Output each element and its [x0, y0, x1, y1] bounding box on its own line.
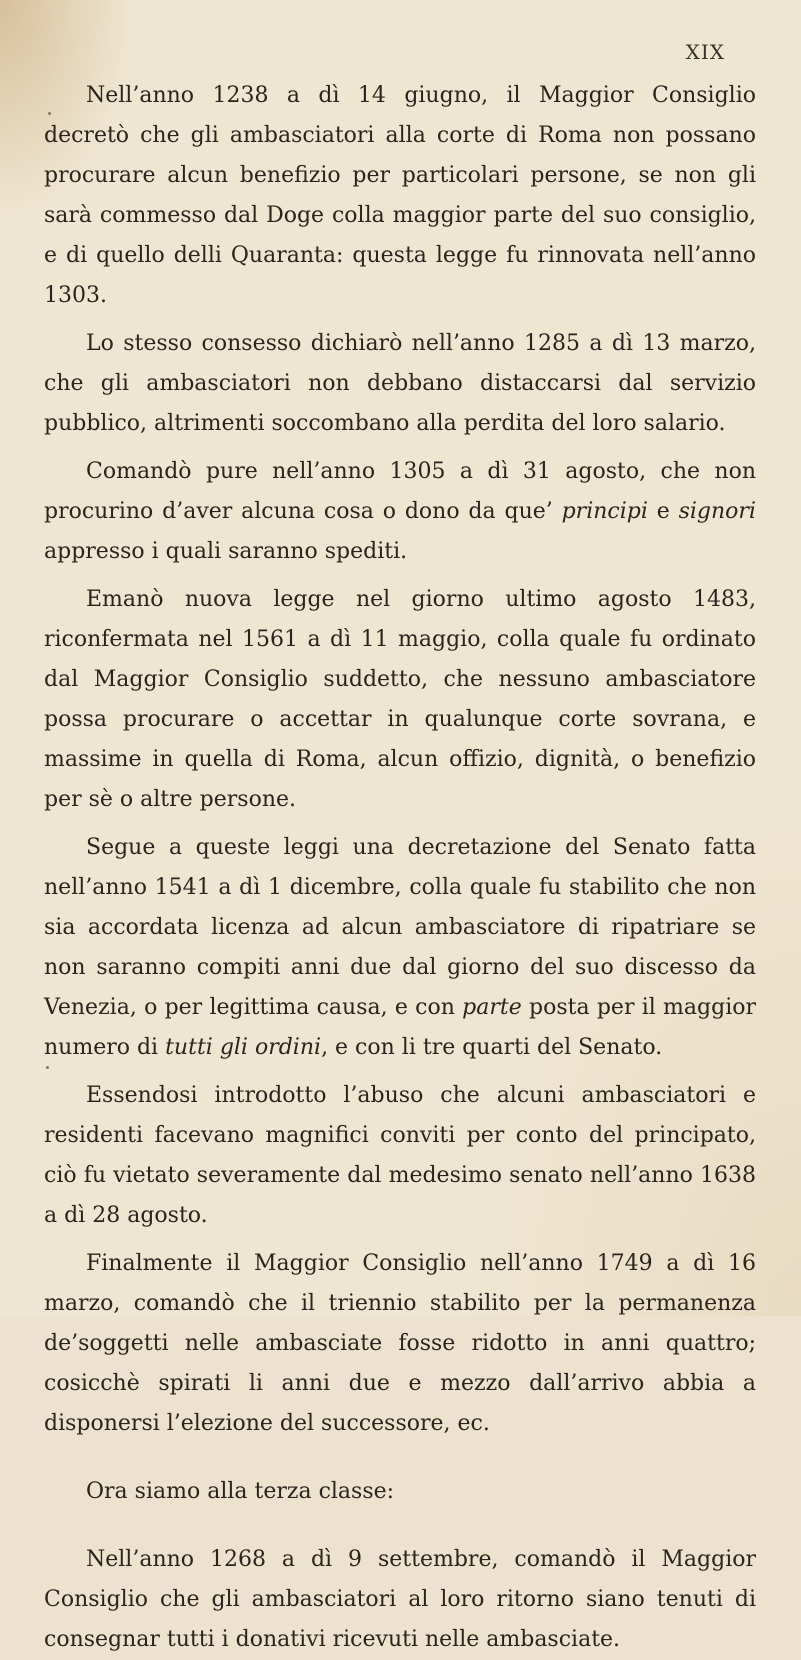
- paragraph: [44, 1244, 756, 1444]
- italic-text: signori: [678, 499, 756, 524]
- paragraph: [44, 452, 756, 572]
- text-run: Segue a queste leggi una decretazione del Senato fatta nell’anno 1541 a dì 1 dicembre, colla quale fu stabilito che non sia accordata licenza ad alcun ambasciatore di ripatriare se non saranno compiti anni due dal giorno del suo discesso da Venezia, o per legittima causa, e con: [44, 835, 756, 1020]
- body-text: [44, 76, 756, 1660]
- paragraph: [44, 1076, 756, 1236]
- text-run: posta per il maggior numero di: [44, 995, 756, 1060]
- text-run: Finalmente il Maggior Consiglio nell’anno 1749 a dì 16 marzo, comandò che il triennio stabilito per la permanenza de’soggetti nelle ambasciate fosse ridotto in anni quattro; cosicchè spirati li anni due e mezzo dall’arrivo abbia a disponersi l’elezione del successore, ec.: [44, 1251, 756, 1436]
- page-number: XIX: [685, 40, 725, 64]
- italic-text: parte: [462, 995, 522, 1020]
- paragraph: [44, 580, 756, 820]
- text-run: e: [647, 499, 679, 524]
- paragraph: [44, 1540, 756, 1660]
- paragraph: [44, 828, 756, 1068]
- text-run: appresso i quali saranno spediti.: [44, 539, 408, 564]
- text-run: Lo stesso consesso dichiarò nell’anno 1285 a dì 13 marzo, che gli ambasciatori non debbano distaccarsi dal servizio pubblico, altrimenti soccombano alla perdita del loro salario.: [44, 331, 756, 436]
- italic-text: principi: [561, 499, 648, 524]
- text-run: , e con li tre quarti del Senato.: [321, 1035, 663, 1060]
- paragraph: [44, 324, 756, 444]
- italic-text: tutti gli ordini: [165, 1035, 322, 1060]
- text-run: Nell’anno 1268 a dì 9 settembre, comandò il Maggior Consiglio che gli ambasciatori al loro ritorno siano tenuti di consegnar tutti i donativi ricevuti nelle ambasciate.: [44, 1547, 756, 1652]
- text-run: Nell’anno 1238 a dì 14 giugno, il Maggior Consiglio decretò che gli ambasciatori alla corte di Roma non possano procurare alcun benefizio per particolari persone, se non gli sarà commesso dal Doge colla maggior parte del suo consiglio, e di quello delli Quaranta: questa legge fu rinnovata nell’anno 1303.: [44, 83, 756, 308]
- text-run: Comandò pure nell’anno 1305 a dì 31 agosto, che non procurino d’aver alcuna cosa o dono da que’: [44, 459, 756, 524]
- text-run: Emanò nuova legge nel giorno ultimo agosto 1483, riconfermata nel 1561 a dì 11 maggio, colla quale fu ordinato dal Maggior Consiglio suddetto, che nessuno ambasciatore possa procurare o accettar in qualunque corte sovrana, e massime in quella di Roma, alcun offizio, dignità, o benefizio per sè o altre persone.: [44, 587, 756, 812]
- section-heading: Ora siamo alla terza classe:: [86, 1479, 395, 1504]
- text-run: Essendosi introdotto l’abuso che alcuni ambasciatori e residenti facevano magnifici conviti per conto del principato, ciò fu vietato severamente dal medesimo senato nell’anno 1638 a dì 28 agosto.: [44, 1083, 756, 1228]
- paragraph: [44, 76, 756, 316]
